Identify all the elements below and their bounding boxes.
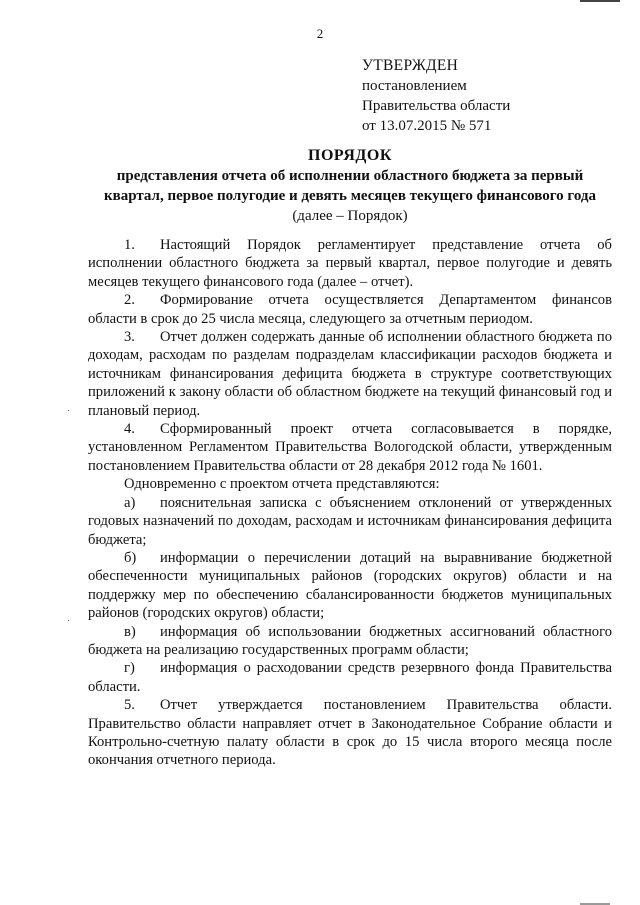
scan-speck: [68, 410, 69, 411]
paragraph-text: Одновременно с проектом отчета представляются:: [124, 476, 440, 493]
list-item-b: [88, 549, 612, 623]
paragraph-1: [88, 236, 612, 291]
document-title-block: [60, 146, 640, 226]
paragraph-number: 4.: [124, 421, 135, 438]
document-body: [88, 236, 612, 770]
list-item-v: [88, 623, 612, 660]
approval-heading: УТВЕРЖДЕН: [362, 57, 459, 74]
paragraph-2: [88, 291, 612, 328]
scan-speck: [68, 620, 69, 621]
document-title: ПОРЯДОК: [308, 147, 392, 164]
paragraph-text: Сформированный проект отчета согласовывается в порядке, установленном Регламентом Правительства Вологодской области, утвержденным постановлением Правительства области от 28 декабря 2012 года № 1601.: [88, 421, 612, 474]
document-subtitle-note: (далее – Порядок): [292, 208, 408, 224]
list-item-text: информация о расходовании средств резервного фонда Правительства области.: [88, 660, 612, 695]
paragraph-text: Формирование отчета осуществляется Департаментом финансов области в срок до 25 числа месяца, следующего за отчетным периодом.: [88, 292, 612, 327]
list-item-text: информация об использовании бюджетных ассигнований областного бюджета на реализацию государственных программ области;: [88, 623, 612, 658]
list-item-text: пояснительная записка с объяснением отклонений от утвержденных годовых назначений по доходам, расходам и источникам финансирования дефицита бюджета;: [88, 494, 612, 548]
paragraph-text: Настоящий Порядок регламентирует представление отчета об исполнении областного бюджета за первый квартал, первое полугодие и девять месяцев текущего финансового года (далее – отчет).: [88, 237, 612, 290]
approval-stamp-block: [362, 56, 510, 136]
document-subtitle-line-2: квартал, первое полугодие и девять месяцев текущего финансового года: [103, 188, 597, 204]
approval-line-3: от 13.07.2015 № 571: [362, 118, 492, 134]
paragraph-intro-list: [88, 475, 612, 493]
approval-line-1: постановлением: [362, 78, 467, 94]
paragraph-text: Отчет должен содержать данные об исполнении областного бюджета по доходам, расходам по разделам подразделам классификации расходов бюджета и источникам финансирования дефицита бюджета в структуре соответствующих приложений к закону области об областном бюджете на текущий финансовый год и плановый период.: [88, 329, 612, 419]
list-item-marker: в): [124, 623, 136, 640]
paragraph-number: 3.: [124, 329, 135, 346]
list-item-a: [88, 494, 612, 549]
list-item-g: [88, 659, 612, 696]
approval-line-2: Правительства области: [362, 98, 511, 114]
paragraph-number: 5.: [124, 697, 135, 714]
paragraph-3: [88, 328, 612, 420]
paragraph-number: 2.: [124, 292, 135, 309]
list-item-marker: б): [124, 549, 137, 566]
list-item-text: информации о перечислении дотаций на выравнивание бюджетной обеспеченности муниципальных районов (городских округов) области и на поддержку мер по обеспечению сбалансированности бюджетов муниципальных районов (городских округов) области;: [88, 549, 612, 622]
list-item-marker: г): [124, 660, 135, 677]
scan-mark-top: [580, 0, 620, 2]
paragraph-4: [88, 420, 612, 475]
document-subtitle-line-1: представления отчета об исполнении областного бюджета за первый: [116, 168, 584, 184]
page-number: 2: [316, 26, 324, 41]
list-item-marker: а): [124, 494, 136, 511]
paragraph-5: [88, 696, 612, 770]
paragraph-number: 1.: [124, 237, 135, 253]
paragraph-text: Отчет утверждается постановлением Правительства области. Правительство области направляет отчет в Законодательное Собрание области и Контрольно-счетную палату области в срок до 15 числа второго месяца после окончания отчетного периода.: [88, 697, 612, 769]
